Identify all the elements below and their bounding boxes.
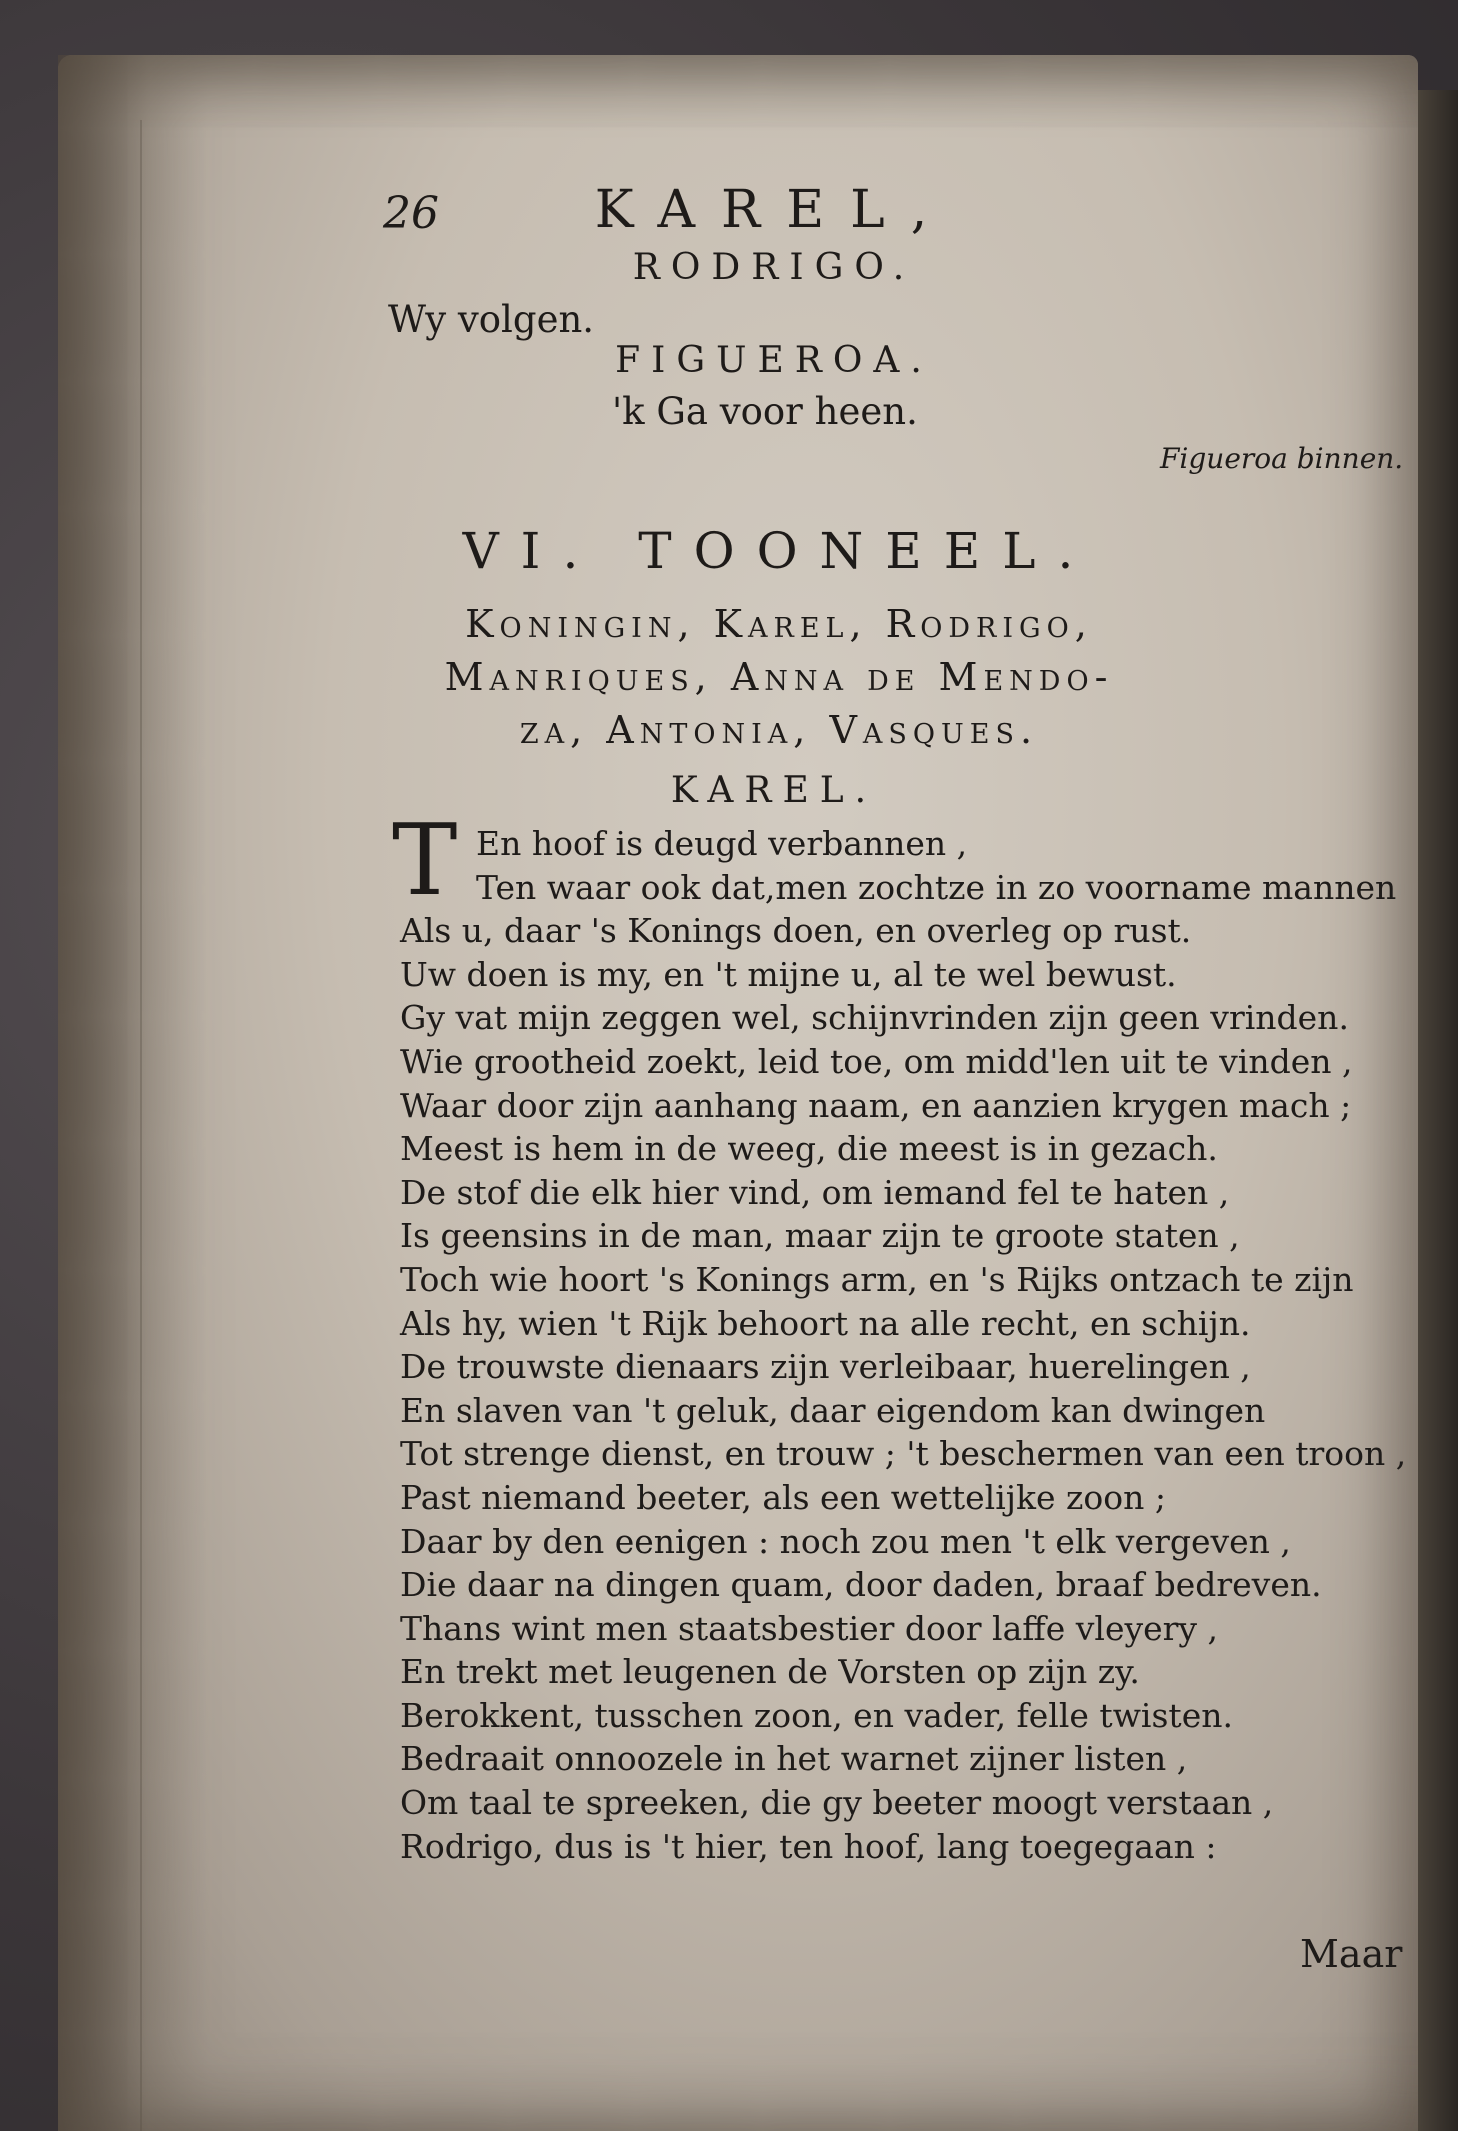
speaker-karel: KAREL. xyxy=(670,770,878,811)
verse-line: En hoof is deugd verbannen , xyxy=(476,824,968,863)
page-fold xyxy=(140,120,142,2131)
verse-line: Past niemand beeter, als een wettelijke zoon ; xyxy=(400,1477,1166,1517)
verse-line: Daar by den eenigen : noch zou men 't elk vergeven , xyxy=(400,1521,1291,1561)
verse-line: Als u, daar 's Konings doen, en overleg op rust. xyxy=(400,911,1192,951)
speaker-figueroa: FIGUEROA. xyxy=(615,340,933,381)
verse-line: Om taal te spreeken, die gy beeter moogt verstaan , xyxy=(400,1783,1274,1823)
verse-line: Waar door zijn aanhang naam, en aanzien krygen mach ; xyxy=(400,1085,1352,1125)
verse-block xyxy=(400,822,1410,1868)
spoken-line: Wy volgen. xyxy=(388,298,595,341)
catchword: Maar xyxy=(1300,1932,1403,1976)
verse-line: Berokkent, tusschen zoon, en vader, felle twisten. xyxy=(400,1695,1233,1735)
page-number: 26 xyxy=(383,188,439,239)
spoken-line: 'k Ga voor heen. xyxy=(612,390,918,433)
verse-line: En slaven van 't geluk, daar eigendom kan dwingen xyxy=(400,1390,1266,1430)
running-head: KAREL, xyxy=(594,180,954,240)
verse-line: Toch wie hoort 's Konings arm, en 's Rijks ontzach te zijn xyxy=(400,1259,1354,1299)
cast-line: Koningin, Karel, Rodrigo, xyxy=(465,602,1093,646)
verse-line: En trekt met leugenen de Vorsten op zijn zy. xyxy=(400,1652,1140,1692)
verse-line: Gy vat mijn zeggen wel, schijnvrinden zijn geen vrinden. xyxy=(400,998,1349,1038)
verse-line: Wie grootheid zoekt, leid toe, om midd'len uit te vinden , xyxy=(400,1041,1353,1081)
verse-line: Ten waar ook dat,men zochtze in zo voorname mannen xyxy=(476,867,1397,907)
scene-title: VI. TOONEEL. xyxy=(462,522,1096,580)
stage-direction: Figueroa binnen. xyxy=(1160,442,1404,475)
verse-line: Meest is hem in de weeg, die meest is in gezach. xyxy=(400,1129,1218,1169)
verse-line: De trouwste dienaars zijn verleibaar, huerelingen , xyxy=(400,1347,1251,1387)
verse-line: De stof die elk hier vind, om iemand fel te haten , xyxy=(400,1172,1230,1212)
verse-line: Uw doen is my, en 't mijne u, al te wel bewust. xyxy=(400,954,1177,994)
verse-line: Bedraait onnoozele in het warnet zijner listen , xyxy=(400,1739,1188,1779)
verse-line: Thans wint men staatsbestier door laffe vleyery , xyxy=(400,1608,1219,1648)
verse-line: Is geensins in de man, maar zijn te groote staten , xyxy=(400,1216,1240,1256)
cast-line: Manriques, Anna de Mendo- xyxy=(444,655,1114,699)
speaker-rodrigo: RODRIGO. xyxy=(632,247,916,288)
verse-line: Tot strenge dienst, en trouw ; 't beschermen van een troon , xyxy=(400,1434,1407,1474)
verse-line: Rodrigo, dus is 't hier, ten hoof, lang toegegaan : xyxy=(400,1826,1217,1866)
cast-line: za, Antonia, Vasques. xyxy=(519,708,1039,752)
verse-line: Die daar na dingen quam, door daden, braaf bedreven. xyxy=(400,1565,1322,1605)
drop-cap: T xyxy=(392,804,458,918)
verse-line: Als hy, wien 't Rijk behoort na alle recht, en schijn. xyxy=(400,1303,1251,1343)
